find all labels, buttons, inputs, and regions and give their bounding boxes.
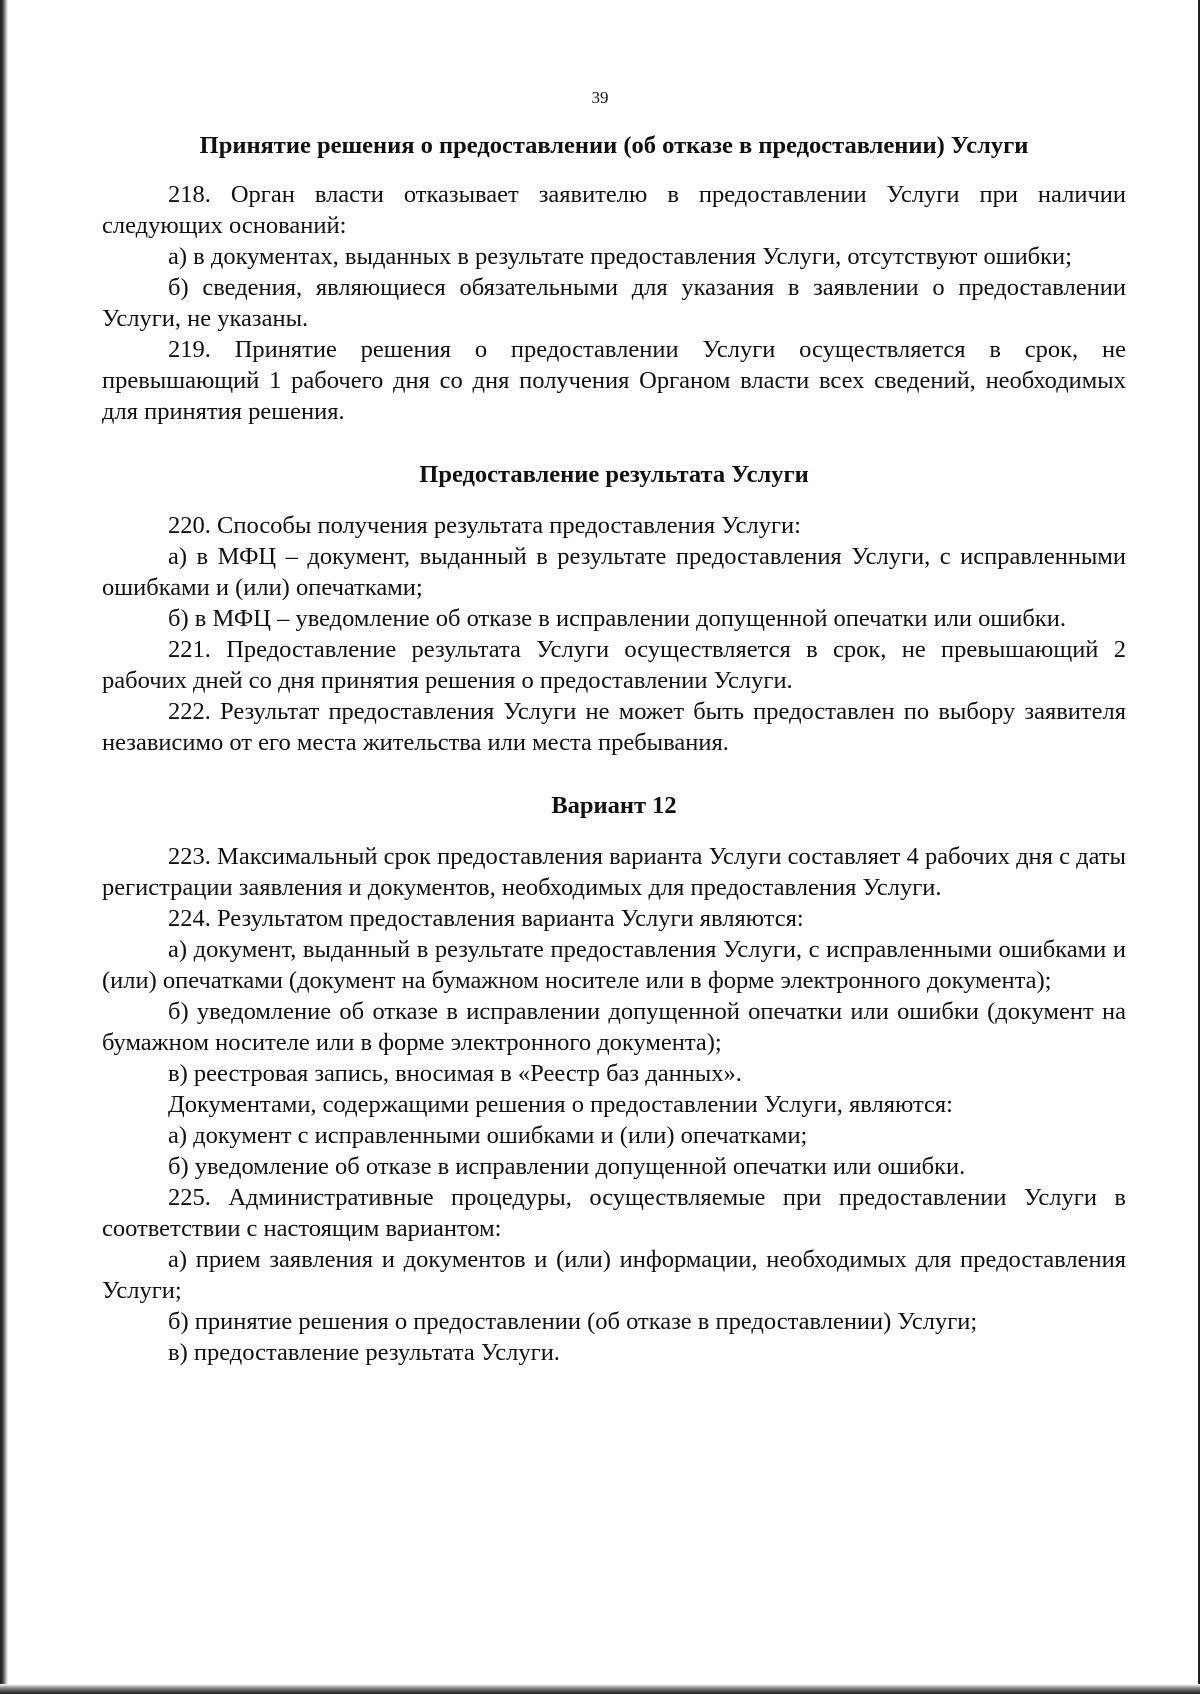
paragraph-220: 220. Способы получения результата предоставления Услуги: [168, 512, 801, 539]
paragraph-218: 218. Орган власти отказывает заявителю в предоставлении Услуги при наличии следующих оснований: [102, 181, 1126, 239]
paragraph-decision-documents-a: а) документ с исправленными ошибками и (или) опечатками; [168, 1122, 808, 1149]
section-variant-12 [102, 790, 1126, 1368]
section-result [102, 459, 1126, 758]
paragraph-223: 223. Максимальный срок предоставления варианта Услуги составляет 4 рабочих дня с даты регистрации заявления и документов, необходимых для предоставления Услуги. [102, 843, 1126, 901]
paragraph-218-b: б) сведения, являющиеся обязательными для указания в заявлении о предоставлении Услуги, не указаны. [102, 274, 1126, 332]
paragraph-225: 225. Административные процедуры, осуществляемые при предоставлении Услуги в соответствии с настоящим вариантом: [102, 1184, 1126, 1242]
paragraph-224: 224. Результатом предоставления варианта Услуги являются: [168, 905, 804, 932]
paragraph-224-b: б) уведомление об отказе в исправлении допущенной опечатки или ошибки (документ на бумажном носителе или в форме электронного документа); [102, 998, 1126, 1056]
paragraph-225-b: б) принятие решения о предоставлении (об отказе в предоставлении) Услуги; [168, 1308, 978, 1335]
paragraph-220-a: а) в МФЦ – документ, выданный в результате предоставления Услуги, с исправленными ошибками и (или) опечатками; [102, 543, 1126, 601]
section-heading-result: Предоставление результата Услуги [419, 461, 809, 488]
scan-edge-left [0, 0, 8, 1694]
paragraph-222: 222. Результат предоставления Услуги не может быть предоставлен по выбору заявителя независимо от его места жительства или места пребывания. [102, 698, 1126, 756]
section-heading-variant-12: Вариант 12 [551, 792, 677, 819]
scan-edge-bottom [0, 1684, 1200, 1694]
paragraph-218-a: а) в документах, выданных в результате предоставления Услуги, отсутствуют ошибки; [168, 243, 1072, 270]
paragraph-225-a: а) прием заявления и документов и (или) информации, необходимых для предоставления Услуги; [102, 1246, 1126, 1304]
section-heading-decision: Принятие решения о предоставлении (об отказе в предоставлении) Услуги [199, 132, 1029, 159]
paragraph-220-b: б) в МФЦ – уведомление об отказе в исправлении допущенной опечатки или ошибки. [168, 605, 1066, 632]
paragraph-decision-documents-b: б) уведомление об отказе в исправлении допущенной опечатки или ошибки. [168, 1153, 966, 1180]
paragraph-224-a: а) документ, выданный в результате предоставления Услуги, с исправленными ошибками и (или) опечатками (документ на бумажном носителе или в форме электронного документа); [102, 936, 1126, 994]
paragraph-224-c: в) реестровая запись, вносимая в «Реестр баз данных». [168, 1060, 742, 1087]
paragraph-219: 219. Принятие решения о предоставлении Услуги осуществляется в срок, не превышающий 1 рабочего дня со дня получения Органом власти всех сведений, необходимых для принятия решения. [102, 336, 1126, 425]
paragraph-225-c: в) предоставление результата Услуги. [168, 1339, 560, 1366]
paragraph-221: 221. Предоставление результата Услуги осуществляется в срок, не превышающий 2 рабочих дней со дня принятия решения о предоставлении Услуги. [102, 636, 1126, 694]
section-decision [102, 130, 1126, 427]
page-number: 39 [591, 88, 609, 107]
document-body [102, 130, 1126, 1368]
paragraph-decision-documents: Документами, содержащими решения о предоставлении Услуги, являются: [168, 1091, 953, 1118]
